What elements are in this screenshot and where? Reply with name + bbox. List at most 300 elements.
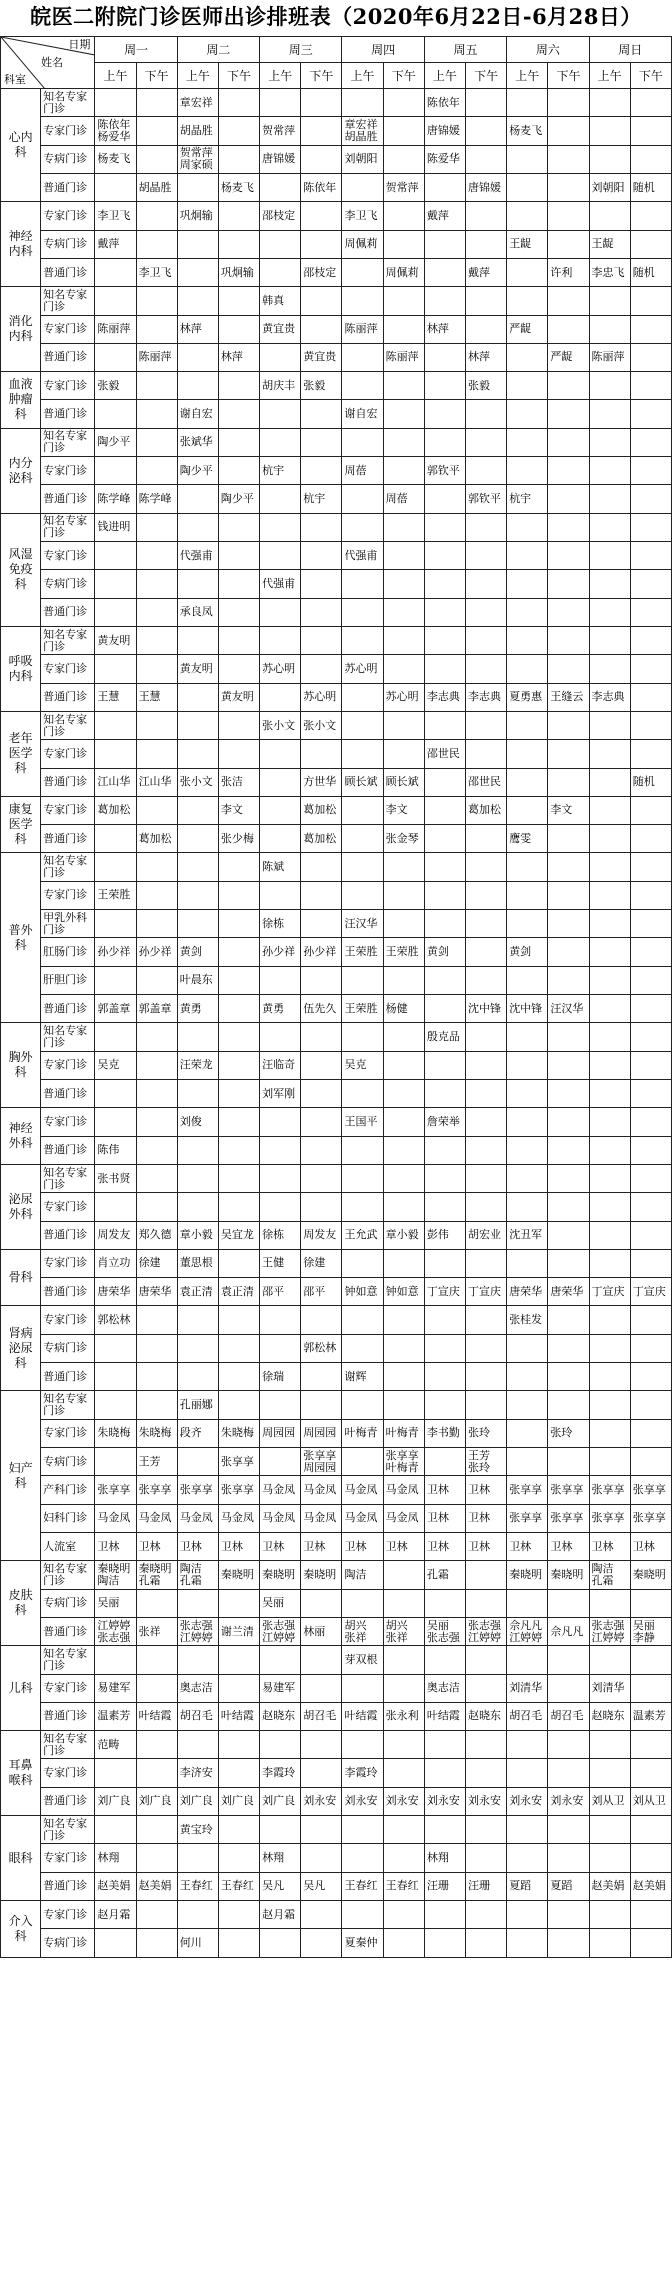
doctor-cell bbox=[342, 1391, 383, 1419]
doctor-cell bbox=[95, 1023, 136, 1051]
doctor-cell: 张玲 bbox=[466, 1419, 507, 1447]
doctor-cell: 赵月霜 bbox=[95, 1901, 136, 1929]
doctor-cell bbox=[301, 1079, 342, 1107]
doctor-cell: 唐锦媛 bbox=[424, 117, 465, 145]
doctor-cell bbox=[383, 1193, 424, 1221]
doctor-cell bbox=[136, 1051, 177, 1079]
doctor-cell bbox=[218, 1164, 259, 1192]
schedule-row bbox=[1, 1476, 672, 1504]
doctor-cell: 陈学峰 bbox=[136, 485, 177, 513]
doctor-cell bbox=[548, 287, 589, 315]
doctor-cell bbox=[548, 1051, 589, 1079]
doctor-cell bbox=[589, 1306, 630, 1334]
doctor-cell: 章小毅 bbox=[177, 1221, 218, 1249]
doctor-cell: 陈丽萍 bbox=[95, 315, 136, 343]
doctor-cell bbox=[383, 287, 424, 315]
doctor-cell bbox=[260, 89, 301, 117]
doctor-cell bbox=[589, 768, 630, 796]
doctor-cell bbox=[177, 258, 218, 286]
doctor-cell: 张小文 bbox=[260, 711, 301, 739]
clinic-type: 专病门诊 bbox=[41, 1589, 95, 1617]
doctor-cell bbox=[589, 315, 630, 343]
doctor-cell bbox=[383, 1108, 424, 1136]
clinic-type: 知名专家门诊 bbox=[41, 626, 95, 654]
doctor-cell: 章宏祥 胡晶胜 bbox=[342, 117, 383, 145]
doctor-cell bbox=[466, 938, 507, 966]
doctor-cell bbox=[136, 1391, 177, 1419]
schedule-row bbox=[1, 1646, 672, 1674]
doctor-cell bbox=[548, 768, 589, 796]
doctor-cell: 刘永安 bbox=[466, 1787, 507, 1815]
doctor-cell bbox=[383, 1589, 424, 1617]
doctor-cell: 陈丽萍 bbox=[589, 343, 630, 371]
doctor-cell bbox=[466, 740, 507, 768]
doctor-cell bbox=[136, 598, 177, 626]
doctor-cell: 袁正清 bbox=[177, 1278, 218, 1306]
schedule-row bbox=[1, 1164, 672, 1192]
doctor-cell bbox=[342, 343, 383, 371]
doctor-cell bbox=[260, 513, 301, 541]
doctor-cell: 王芳 张玲 bbox=[466, 1448, 507, 1476]
doctor-cell bbox=[136, 1674, 177, 1702]
schedule-row bbox=[1, 1901, 672, 1929]
schedule-body bbox=[1, 89, 672, 1958]
doctor-cell bbox=[466, 853, 507, 881]
doctor-cell: 张享享 bbox=[548, 1476, 589, 1504]
doctor-cell bbox=[589, 1589, 630, 1617]
doctor-cell: 周佩莉 bbox=[342, 230, 383, 258]
doctor-cell bbox=[260, 1193, 301, 1221]
doctor-cell: 秦晓明 bbox=[260, 1561, 301, 1589]
doctor-cell bbox=[342, 1901, 383, 1929]
doctor-cell: 刘永安 bbox=[507, 1787, 548, 1815]
doctor-cell bbox=[630, 117, 671, 145]
doctor-cell bbox=[630, 683, 671, 711]
doctor-cell bbox=[136, 1759, 177, 1787]
doctor-cell bbox=[301, 1164, 342, 1192]
doctor-cell bbox=[630, 1136, 671, 1164]
doctor-cell: 苏心明 bbox=[260, 655, 301, 683]
doctor-cell: 赵美娟 bbox=[95, 1872, 136, 1900]
doctor-cell bbox=[342, 1164, 383, 1192]
doctor-cell bbox=[136, 1306, 177, 1334]
schedule-row bbox=[1, 1504, 672, 1532]
doctor-cell: 黄剑 bbox=[424, 938, 465, 966]
doctor-cell bbox=[301, 513, 342, 541]
doctor-cell: 陈学峰 bbox=[95, 485, 136, 513]
doctor-cell: 张毅 bbox=[95, 372, 136, 400]
clinic-type: 知名专家门诊 bbox=[41, 1731, 95, 1759]
doctor-cell bbox=[507, 768, 548, 796]
doctor-cell: 周佩莉 bbox=[383, 258, 424, 286]
doctor-cell: 卫林 bbox=[424, 1476, 465, 1504]
doctor-cell: 易建军 bbox=[260, 1674, 301, 1702]
doctor-cell bbox=[630, 485, 671, 513]
doctor-cell bbox=[424, 173, 465, 201]
doctor-cell bbox=[466, 230, 507, 258]
doctor-cell: 张洁 bbox=[218, 768, 259, 796]
doctor-cell bbox=[260, 1164, 301, 1192]
doctor-cell bbox=[589, 513, 630, 541]
schedule-row bbox=[1, 1391, 672, 1419]
doctor-cell bbox=[424, 598, 465, 626]
doctor-cell bbox=[548, 598, 589, 626]
schedule-row bbox=[1, 202, 672, 230]
doctor-cell bbox=[218, 1674, 259, 1702]
doctor-cell bbox=[548, 230, 589, 258]
doctor-cell bbox=[424, 881, 465, 909]
doctor-cell: 汪汉华 bbox=[342, 910, 383, 938]
doctor-cell bbox=[589, 1448, 630, 1476]
am-header: 上午 bbox=[260, 63, 301, 89]
doctor-cell bbox=[301, 1051, 342, 1079]
doctor-cell bbox=[548, 1844, 589, 1872]
doctor-cell bbox=[177, 1334, 218, 1362]
doctor-cell: 郭松林 bbox=[301, 1334, 342, 1362]
doctor-cell bbox=[507, 853, 548, 881]
doctor-cell: 卫林 bbox=[424, 1532, 465, 1560]
doctor-cell bbox=[301, 315, 342, 343]
doctor-cell: 方世华 bbox=[301, 768, 342, 796]
doctor-cell bbox=[95, 910, 136, 938]
clinic-type: 甲乳外科门诊 bbox=[41, 910, 95, 938]
doctor-cell bbox=[548, 570, 589, 598]
schedule-row bbox=[1, 1929, 672, 1957]
doctor-cell: 丁宣庆 bbox=[424, 1278, 465, 1306]
clinic-type: 知名专家门诊 bbox=[41, 287, 95, 315]
doctor-cell bbox=[383, 655, 424, 683]
corner-date-label: 日期 bbox=[68, 38, 91, 51]
doctor-cell: 卫林 bbox=[589, 1532, 630, 1560]
doctor-cell bbox=[260, 1391, 301, 1419]
doctor-cell bbox=[630, 1844, 671, 1872]
doctor-cell: 许利 bbox=[548, 258, 589, 286]
doctor-cell: 奥志洁 bbox=[177, 1674, 218, 1702]
doctor-cell: 张小文 bbox=[177, 768, 218, 796]
clinic-type: 普通门诊 bbox=[41, 1363, 95, 1391]
doctor-cell: 张志强 江婷婷 bbox=[589, 1617, 630, 1645]
doctor-cell bbox=[260, 1816, 301, 1844]
doctor-cell bbox=[95, 740, 136, 768]
doctor-cell: 李卫飞 bbox=[136, 258, 177, 286]
doctor-cell: 钟如意 bbox=[342, 1278, 383, 1306]
schedule-row bbox=[1, 173, 672, 201]
doctor-cell bbox=[136, 711, 177, 739]
doctor-cell bbox=[383, 1844, 424, 1872]
doctor-cell bbox=[507, 145, 548, 173]
doctor-cell: 张毅 bbox=[301, 372, 342, 400]
doctor-cell bbox=[383, 740, 424, 768]
doctor-cell bbox=[177, 1306, 218, 1334]
doctor-cell: 李忠飞 bbox=[589, 258, 630, 286]
doctor-cell bbox=[589, 202, 630, 230]
doctor-cell: 赵晓东 bbox=[260, 1702, 301, 1730]
doctor-cell bbox=[466, 1391, 507, 1419]
doctor-cell bbox=[507, 258, 548, 286]
doctor-cell: 卫林 bbox=[630, 1532, 671, 1560]
doctor-cell: 王国平 bbox=[342, 1108, 383, 1136]
doctor-cell: 唐锦媛 bbox=[466, 173, 507, 201]
doctor-cell bbox=[548, 910, 589, 938]
doctor-cell bbox=[589, 938, 630, 966]
doctor-cell bbox=[301, 655, 342, 683]
doctor-cell bbox=[177, 853, 218, 881]
clinic-type: 普通门诊 bbox=[41, 598, 95, 626]
doctor-cell bbox=[507, 711, 548, 739]
department-name: 神经外科 bbox=[1, 1108, 41, 1165]
doctor-cell bbox=[548, 1901, 589, 1929]
doctor-cell: 周发友 bbox=[301, 1221, 342, 1249]
doctor-cell: 陶少平 bbox=[218, 485, 259, 513]
doctor-cell: 张享享 bbox=[589, 1476, 630, 1504]
doctor-cell bbox=[342, 428, 383, 456]
doctor-cell bbox=[177, 881, 218, 909]
doctor-cell bbox=[589, 1391, 630, 1419]
doctor-cell: 随机 bbox=[630, 173, 671, 201]
doctor-cell bbox=[301, 1929, 342, 1957]
doctor-cell: 王春红 bbox=[342, 1872, 383, 1900]
doctor-cell bbox=[424, 825, 465, 853]
doctor-cell bbox=[136, 570, 177, 598]
doctor-cell bbox=[424, 626, 465, 654]
doctor-cell bbox=[424, 1448, 465, 1476]
doctor-cell: 王荣胜 bbox=[95, 881, 136, 909]
doctor-cell: 黄宜贵 bbox=[301, 343, 342, 371]
doctor-cell: 马金凤 bbox=[95, 1504, 136, 1532]
schedule-row bbox=[1, 428, 672, 456]
doctor-cell bbox=[218, 372, 259, 400]
doctor-cell bbox=[548, 89, 589, 117]
doctor-cell bbox=[260, 400, 301, 428]
doctor-cell bbox=[218, 117, 259, 145]
department-name: 呼吸内科 bbox=[1, 626, 41, 711]
doctor-cell bbox=[548, 1193, 589, 1221]
doctor-cell bbox=[218, 428, 259, 456]
doctor-cell bbox=[507, 796, 548, 824]
doctor-cell: 张享享 周园园 bbox=[301, 1448, 342, 1476]
doctor-cell: 杭宇 bbox=[260, 457, 301, 485]
doctor-cell: 刘永安 bbox=[301, 1787, 342, 1815]
doctor-cell bbox=[424, 1391, 465, 1419]
doctor-cell bbox=[136, 1334, 177, 1362]
doctor-cell bbox=[342, 1023, 383, 1051]
doctor-cell bbox=[466, 570, 507, 598]
doctor-cell bbox=[342, 1674, 383, 1702]
doctor-cell: 黄宝玲 bbox=[177, 1816, 218, 1844]
schedule-row bbox=[1, 1249, 672, 1277]
doctor-cell bbox=[95, 966, 136, 994]
clinic-type: 知名专家门诊 bbox=[41, 1164, 95, 1192]
doctor-cell bbox=[507, 1448, 548, 1476]
doctor-cell bbox=[548, 1023, 589, 1051]
doctor-cell bbox=[548, 1674, 589, 1702]
department-name: 泌尿外科 bbox=[1, 1164, 41, 1249]
doctor-cell: 徐瑞 bbox=[260, 1363, 301, 1391]
doctor-cell: 赵月霜 bbox=[260, 1901, 301, 1929]
doctor-cell bbox=[630, 1589, 671, 1617]
schedule-row bbox=[1, 372, 672, 400]
doctor-cell: 马金凤 bbox=[218, 1504, 259, 1532]
doctor-cell bbox=[95, 655, 136, 683]
doctor-cell: 奥志洁 bbox=[424, 1674, 465, 1702]
doctor-cell: 刘广良 bbox=[136, 1787, 177, 1815]
doctor-cell: 胡兴 张祥 bbox=[383, 1617, 424, 1645]
doctor-cell bbox=[466, 202, 507, 230]
schedule-row bbox=[1, 230, 672, 258]
doctor-cell bbox=[630, 711, 671, 739]
doctor-cell: 刘朝阳 bbox=[589, 173, 630, 201]
doctor-cell bbox=[218, 145, 259, 173]
clinic-type: 专家门诊 bbox=[41, 1674, 95, 1702]
doctor-cell bbox=[548, 1164, 589, 1192]
clinic-type: 普通门诊 bbox=[41, 258, 95, 286]
doctor-cell bbox=[95, 1646, 136, 1674]
clinic-type: 普通门诊 bbox=[41, 1079, 95, 1107]
doctor-cell bbox=[466, 1901, 507, 1929]
clinic-type: 知名专家门诊 bbox=[41, 853, 95, 881]
doctor-cell: 叶梅青 bbox=[342, 1419, 383, 1447]
doctor-cell: 葛加松 bbox=[466, 796, 507, 824]
doctor-cell bbox=[589, 1249, 630, 1277]
doctor-cell: 唐锦媛 bbox=[260, 145, 301, 173]
doctor-cell: 秦晓明 bbox=[630, 1561, 671, 1589]
clinic-type: 专病门诊 bbox=[41, 1334, 95, 1362]
doctor-cell: 吴宜龙 bbox=[218, 1221, 259, 1249]
doctor-cell bbox=[260, 1731, 301, 1759]
doctor-cell bbox=[136, 853, 177, 881]
doctor-cell: 邵世民 bbox=[424, 740, 465, 768]
doctor-cell: 夏蹈 bbox=[548, 1872, 589, 1900]
doctor-cell bbox=[630, 513, 671, 541]
doctor-cell bbox=[630, 938, 671, 966]
doctor-cell: 严龊 bbox=[507, 315, 548, 343]
doctor-cell: 谢自宏 bbox=[342, 400, 383, 428]
doctor-cell bbox=[507, 287, 548, 315]
doctor-cell: 苏心明 bbox=[383, 683, 424, 711]
doctor-cell bbox=[136, 626, 177, 654]
doctor-cell: 林萍 bbox=[218, 343, 259, 371]
doctor-cell bbox=[136, 400, 177, 428]
doctor-cell bbox=[95, 1448, 136, 1476]
doctor-cell bbox=[548, 173, 589, 201]
doctor-cell bbox=[136, 881, 177, 909]
doctor-cell bbox=[342, 740, 383, 768]
doctor-cell bbox=[630, 1079, 671, 1107]
doctor-cell bbox=[136, 1079, 177, 1107]
doctor-cell bbox=[301, 428, 342, 456]
doctor-cell bbox=[383, 1363, 424, 1391]
pm-header: 下午 bbox=[548, 63, 589, 89]
doctor-cell: 江婷婷 张志强 bbox=[95, 1617, 136, 1645]
doctor-cell bbox=[301, 1901, 342, 1929]
doctor-cell bbox=[177, 1646, 218, 1674]
doctor-cell bbox=[177, 910, 218, 938]
doctor-cell bbox=[95, 1079, 136, 1107]
doctor-cell bbox=[507, 457, 548, 485]
doctor-cell: 吴丽 bbox=[260, 1589, 301, 1617]
doctor-cell bbox=[95, 1759, 136, 1787]
doctor-cell bbox=[218, 1249, 259, 1277]
doctor-cell bbox=[589, 1363, 630, 1391]
doctor-cell bbox=[95, 457, 136, 485]
doctor-cell bbox=[342, 966, 383, 994]
doctor-cell: 孔霜 bbox=[424, 1561, 465, 1589]
doctor-cell: 马金凤 bbox=[136, 1504, 177, 1532]
doctor-cell bbox=[507, 1929, 548, 1957]
clinic-type: 专家门诊 bbox=[41, 740, 95, 768]
clinic-type: 知名专家门诊 bbox=[41, 513, 95, 541]
doctor-cell: 陶洁 bbox=[342, 1561, 383, 1589]
doctor-cell: 李霞玲 bbox=[260, 1759, 301, 1787]
clinic-type: 普通门诊 bbox=[41, 768, 95, 796]
doctor-cell bbox=[466, 1589, 507, 1617]
department-name: 消化内科 bbox=[1, 287, 41, 372]
doctor-cell bbox=[301, 853, 342, 881]
schedule-row bbox=[1, 117, 672, 145]
doctor-cell: 钟如意 bbox=[383, 1278, 424, 1306]
doctor-cell: 叶晨东 bbox=[177, 966, 218, 994]
doctor-cell: 孙少祥 bbox=[260, 938, 301, 966]
doctor-cell: 卫林 bbox=[424, 1504, 465, 1532]
doctor-cell bbox=[548, 853, 589, 881]
doctor-cell bbox=[342, 1334, 383, 1362]
doctor-cell: 陶洁 孔霜 bbox=[177, 1561, 218, 1589]
doctor-cell: 胡宏业 bbox=[466, 1221, 507, 1249]
doctor-cell bbox=[342, 1306, 383, 1334]
doctor-cell bbox=[301, 542, 342, 570]
doctor-cell bbox=[630, 1419, 671, 1447]
doctor-cell bbox=[424, 655, 465, 683]
doctor-cell bbox=[301, 1759, 342, 1787]
doctor-cell bbox=[424, 1901, 465, 1929]
doctor-cell bbox=[466, 1759, 507, 1787]
doctor-cell bbox=[260, 598, 301, 626]
doctor-cell bbox=[260, 1108, 301, 1136]
doctor-cell bbox=[424, 258, 465, 286]
doctor-cell: 顾长斌 bbox=[383, 768, 424, 796]
doctor-cell: 陈依年 bbox=[424, 89, 465, 117]
doctor-cell bbox=[424, 372, 465, 400]
clinic-type: 专病门诊 bbox=[41, 1929, 95, 1957]
doctor-cell: 杭宇 bbox=[301, 485, 342, 513]
department-name: 骨科 bbox=[1, 1249, 41, 1306]
doctor-cell bbox=[218, 457, 259, 485]
doctor-cell: 林萍 bbox=[424, 315, 465, 343]
doctor-cell bbox=[466, 287, 507, 315]
schedule-row bbox=[1, 796, 672, 824]
doctor-cell bbox=[177, 1844, 218, 1872]
doctor-cell: 苏心明 bbox=[342, 655, 383, 683]
doctor-cell bbox=[630, 1674, 671, 1702]
doctor-cell: 卫林 bbox=[218, 1532, 259, 1560]
doctor-cell bbox=[589, 1334, 630, 1362]
doctor-cell: 陈丽萍 bbox=[136, 343, 177, 371]
clinic-type: 专病门诊 bbox=[41, 570, 95, 598]
doctor-cell: 秦晓明 bbox=[301, 1561, 342, 1589]
doctor-cell: 卫林 bbox=[177, 1532, 218, 1560]
doctor-cell bbox=[177, 1023, 218, 1051]
doctor-cell bbox=[218, 89, 259, 117]
doctor-cell bbox=[548, 1136, 589, 1164]
clinic-type: 人流室 bbox=[41, 1532, 95, 1560]
doctor-cell: 周发友 bbox=[95, 1221, 136, 1249]
clinic-type: 知名专家门诊 bbox=[41, 1023, 95, 1051]
doctor-cell bbox=[342, 1589, 383, 1617]
corner-name-label: 姓名 bbox=[41, 56, 63, 69]
doctor-cell: 陈依年 bbox=[301, 173, 342, 201]
schedule-row bbox=[1, 1079, 672, 1107]
schedule-row bbox=[1, 1306, 672, 1334]
